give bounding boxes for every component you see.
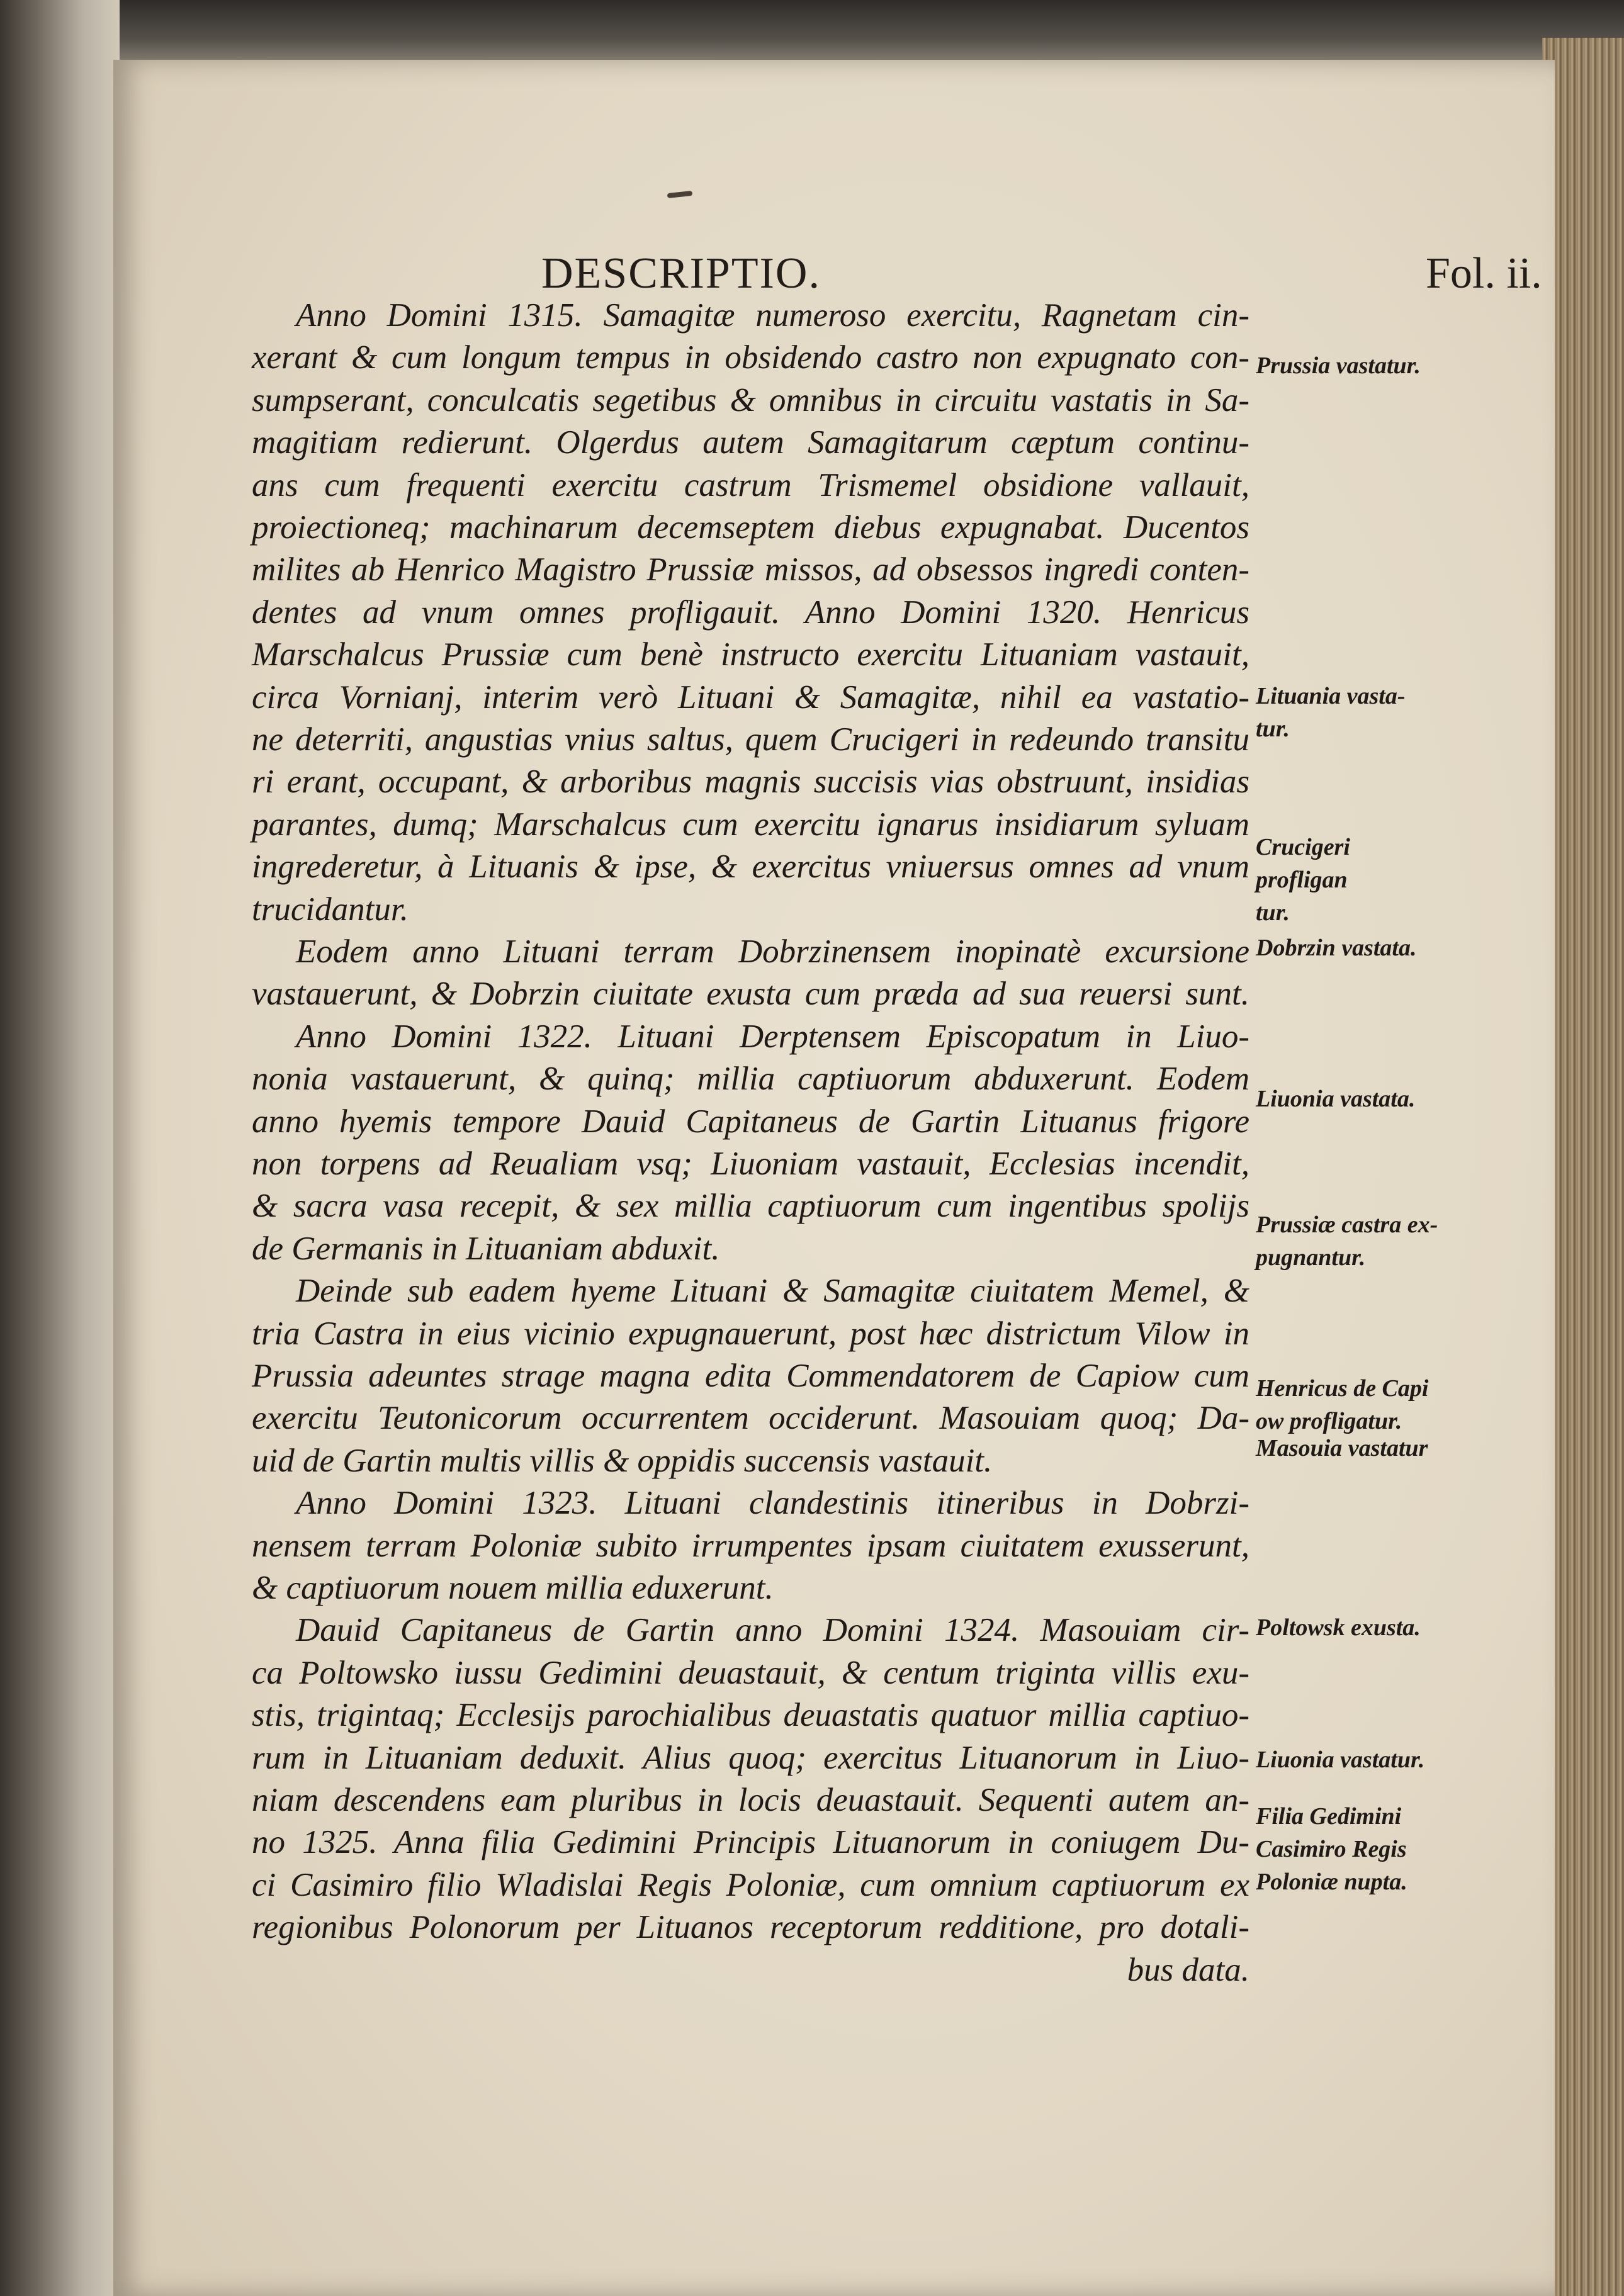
text-line: exercitu Teutonicorum occurrentem occiderunt. Masouiam quoq; Da- [252,1400,1249,1437]
text-line: circa Vornianj, interim verò Lituani & Samagitæ, nihil ea vastatio- [252,678,1249,716]
text-line: vastauerunt, & Dobrzin ciuitate exusta cum præda ad sua reuersi sunt. [252,976,1249,1013]
margin-note: Henricus de Capi ow profligatur. [1256,1375,1429,1434]
text-line: ingrederetur, à Lituanis & ipse, & exercitus vniuersus omnes ad vnum [252,848,1249,886]
text-line: dentes ad vnum omnes profligauit. Anno Domini 1320. Henricus [252,594,1249,631]
text-line: tria Castra in eius vicinio expugnauerunt, post hæc districtum Vilow in [252,1315,1249,1352]
text-line: regionibus Polonorum per Lituanos receptorum redditione, pro dotali- [252,1909,1249,1946]
text-line: Prussia adeuntes strage magna edita Commendatorem de Capiow cum [252,1358,1249,1394]
margin-note: Lituania vasta- tur. [1256,683,1406,742]
text-line: de Germanis in Lituaniam abduxit. [252,1230,720,1267]
text-line: uid de Gartin multis villis & oppidis succensis vastauit. [252,1442,993,1479]
text-line: non torpens ad Reualiam vsq; Liuoniam vastauit, Ecclesias incendit, [252,1145,1249,1182]
book-binding-left [0,0,120,2296]
text-line: ci Casimiro filio Wladislai Regis Poloniæ, cum omnium captiuorum ex [252,1866,1249,1903]
text-line: magitiam redierunt. Olgerdus autem Samagitarum cæptum continu- [252,424,1249,461]
text-line: sumpserant, conculcatis segetibus & omnibus in circuitu vastatis in Sa- [252,381,1249,419]
margin-note: Filia Gedimini Casimiro Regis Poloniæ nupta. [1256,1803,1407,1895]
text-line: & sacra vasa recepit, & sex millia captiuorum cum ingentibus spolijs [252,1188,1249,1225]
text-line: parantes, dumq; Marschalcus cum exercitu ignarus insidiarum syluam [252,806,1249,843]
margin-note: Prussia vastatur. [1256,352,1421,379]
text-line: ne deterriti, angustias vnius saltus, quem Crucigeri in redeundo transitu [252,721,1249,758]
text-line: Anno Domini 1315. Samagitæ numeroso exercitu, Ragnetam cin- [296,297,1249,334]
text-line: anno hyemis tempore Dauid Capitaneus de Gartin Lituanus frigore [252,1103,1249,1140]
text-line: xerant & cum longum tempus in obsidendo castro non expugnato con- [252,339,1249,376]
text-line: niam descendens eam pluribus in locis deuastauit. Sequenti autem an- [252,1782,1249,1818]
text-line: trucidantur. [252,891,409,928]
text-line: nensem terram Poloniæ subito irrumpentes ipsam ciuitatem exusserunt, [252,1527,1249,1564]
text-line: Dauid Capitaneus de Gartin anno Domini 1324. Masouiam cir- [296,1612,1249,1649]
text-line: nonia vastauerunt, & quinq; millia captiuorum abduxerunt. Eodem [252,1061,1249,1098]
text-line: ca Poltowsko iussu Gedimini deuastauit, & centum triginta villis exu- [252,1654,1249,1691]
text-line: proiectioneq; machinarum decemseptem diebus expugnabat. Ducentos [252,509,1249,546]
margin-note: Dobrzin vastata. [1256,935,1417,961]
margin-note: Masouia vastatur [1256,1435,1428,1461]
running-head: DESCRIPTIO. [541,249,821,298]
text-line: rum in Lituaniam deduxit. Alius quoq; exercitus Lituanorum in Liuo- [252,1739,1249,1776]
margin-note: Liuonia vastata. [1256,1086,1416,1112]
text-line: & captiuorum nouem millia eduxerunt. [252,1570,774,1606]
margin-note: Crucigeri profligan tur. [1256,834,1350,926]
scan-top-background [0,0,1624,66]
text-line: no 1325. Anna filia Gedimini Principis Lituanorum in coniugem Du- [252,1824,1249,1861]
margin-note: Liuonia vastatur. [1256,1747,1425,1773]
text-line: ri erant, occupant, & arboribus magnis succisis vias obstruunt, insidias [252,763,1249,801]
margin-note: Prussiæ castra ex- pugnantur. [1256,1212,1438,1271]
text-line: Deinde sub eadem hyeme Lituani & Samagitæ ciuitatem Memel, & [296,1273,1249,1310]
text-line: bus data. [1127,1951,1249,1988]
text-line: milites ab Henrico Magistro Prussiæ missos, ad obsessos ingredi conten- [252,551,1249,588]
text-line: ans cum frequenti exercitu castrum Trismemel obsidione vallauit, [252,466,1249,504]
text-line: stis, trigintaq; Ecclesijs parochialibus deuastatis quatuor millia captiuo- [252,1697,1249,1734]
text-line: Anno Domini 1322. Lituani Derptensem Episcopatum in Liuo- [296,1018,1249,1055]
folio-number: Fol. ii. [1426,249,1542,298]
text-line: Anno Domini 1323. Lituani clandestinis itineribus in Dobrzi- [296,1485,1249,1522]
text-line: Eodem anno Lituani terram Dobrzinensem inopinatè excursione [296,933,1249,970]
text-line: Marschalcus Prussiæ cum benè instructo exercitu Lituaniam vastauit, [252,636,1249,673]
margin-note: Poltowsk exusta. [1256,1614,1421,1641]
